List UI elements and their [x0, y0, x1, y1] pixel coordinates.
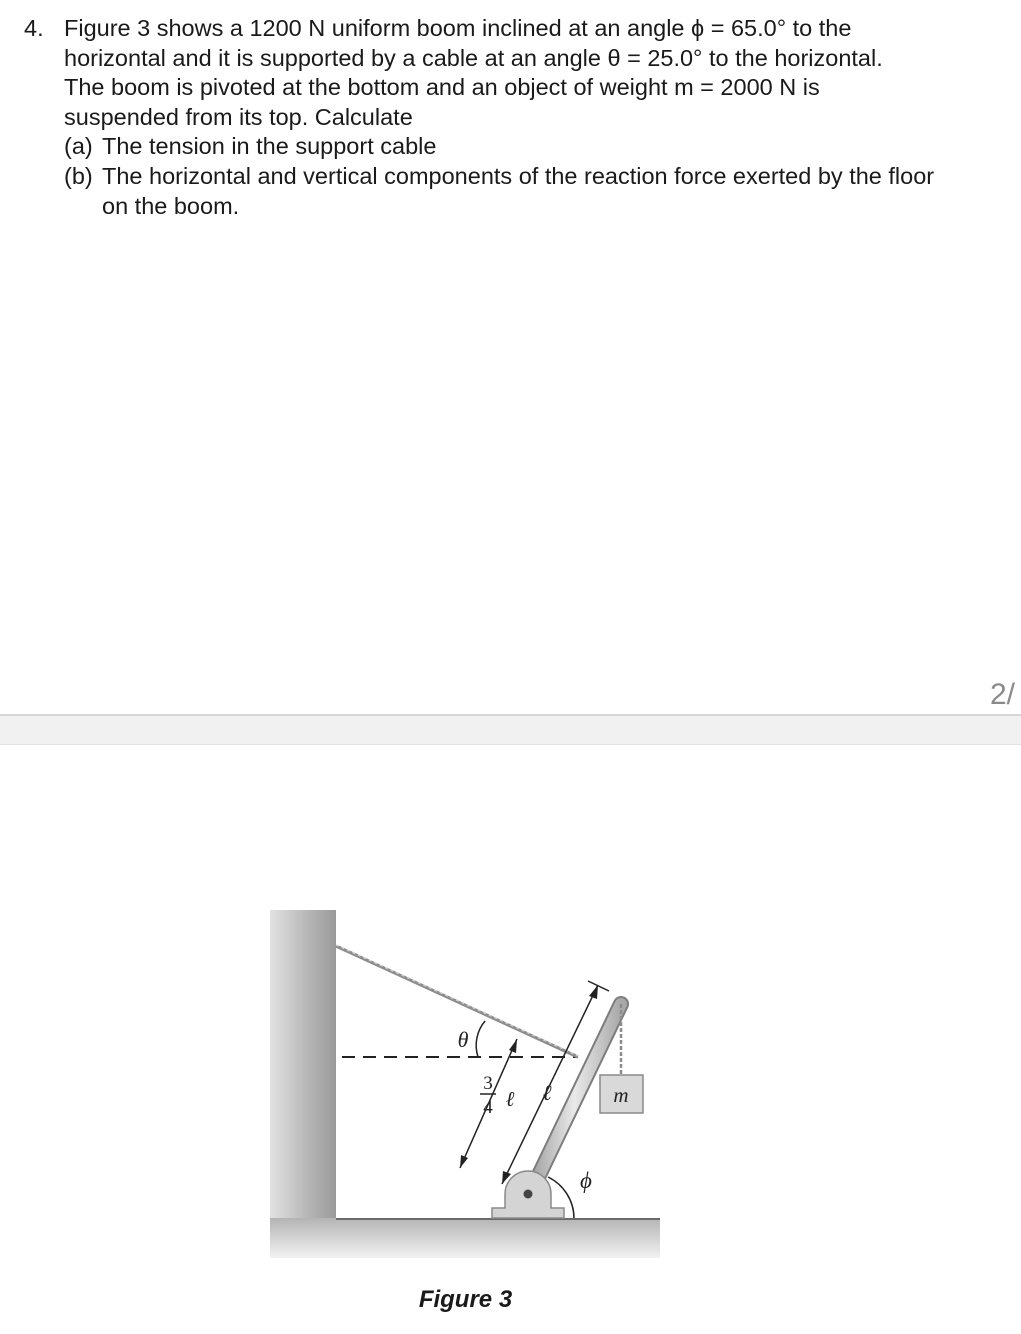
length-tick-top — [588, 981, 609, 991]
intro-line-1: Figure 3 shows a 1200 N uniform boom inclined at an angle ϕ = 65.0° to the — [64, 15, 852, 41]
figure-3-diagram — [260, 900, 680, 1260]
three-quarter-arrow-bottom — [460, 1155, 468, 1168]
problem-parts — [64, 132, 954, 221]
problem-body — [64, 14, 954, 221]
intro-line-3: The boom is pivoted at the bottom and an object of weight m = 2000 N is — [64, 74, 820, 101]
phi-label: ϕ — [580, 1168, 592, 1193]
boom-diagram-svg — [260, 900, 680, 1260]
theta-angle-arc — [476, 1021, 485, 1057]
theta-label: θ — [457, 1027, 469, 1052]
length-arrow-top — [589, 985, 598, 999]
pivot-pin — [524, 1190, 533, 1199]
intro-line-4: suspended from its top. Calculate — [64, 103, 413, 130]
wall — [270, 910, 336, 1220]
floor — [270, 1218, 660, 1258]
part-a — [64, 132, 954, 162]
three-quarter-arrow-top — [509, 1039, 517, 1053]
fraction-denominator: 4 — [483, 1097, 493, 1118]
length-label: ℓ — [542, 1080, 552, 1105]
problem-intro — [64, 14, 954, 132]
problem-number: 4. — [24, 15, 44, 41]
figure-caption-text: Figure 3 — [418, 1286, 513, 1313]
fraction-variable: ℓ — [505, 1087, 515, 1111]
part-b-text: The horizontal and vertical components of the reaction force exerted by the floor on the boom. — [102, 162, 935, 219]
part-b-label: (b) — [64, 162, 93, 189]
problem-statement — [24, 14, 954, 221]
page-number: 2/ — [989, 678, 1015, 711]
part-a-text: The tension in the support cable — [102, 133, 437, 160]
fraction-numerator: 3 — [483, 1073, 493, 1094]
part-b — [64, 162, 954, 221]
intro-line-2: horizontal and it is supported by a cable at an angle θ = 25.0° to the horizontal. — [64, 44, 883, 71]
mass-label: m — [613, 1083, 629, 1107]
page-gap-band — [0, 716, 1021, 745]
part-a-label: (a) — [64, 133, 93, 160]
figure-caption — [0, 1286, 1021, 1314]
